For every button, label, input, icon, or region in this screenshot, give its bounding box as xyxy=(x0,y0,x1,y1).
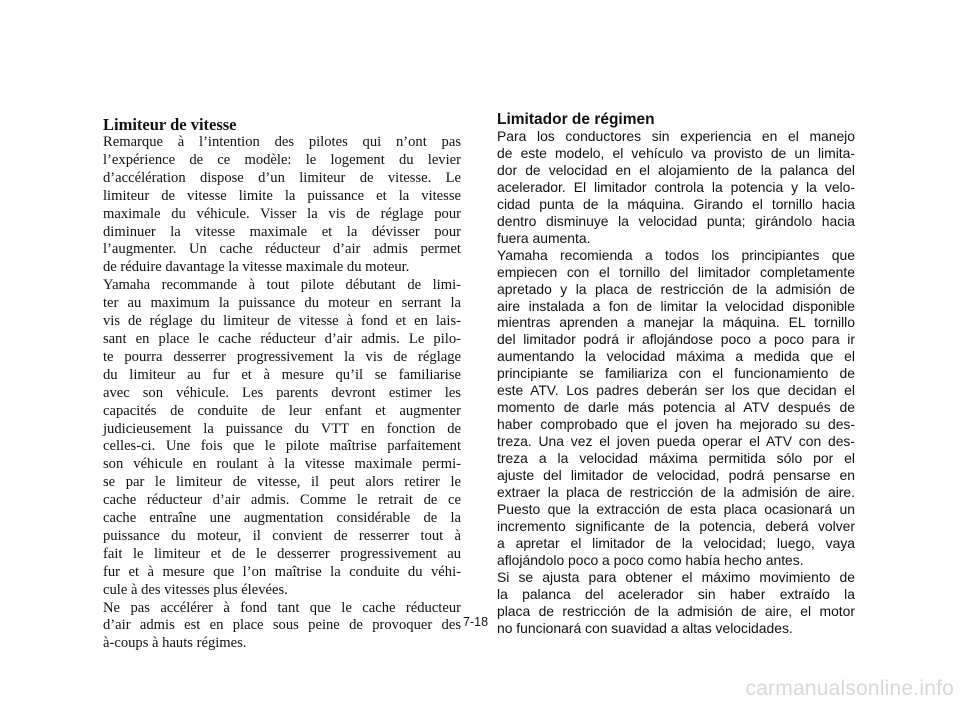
french-text-line: cule à des vitesses plus élevées. xyxy=(103,581,288,598)
french-text-line: cache réducteur d’air admis. Comme le retrait de ce xyxy=(103,492,461,509)
french-text-line: fait le limiteur et de le desserrer progressivement au xyxy=(103,545,461,562)
spanish-text-line: fuera aumenta. xyxy=(497,229,591,246)
spanish-text-line: no funcionará con suavidad a altas velocidades. xyxy=(497,619,793,636)
french-section-title: Limiteur de vitesse xyxy=(103,115,237,134)
spanish-text-line: ajuste del limitador de velocidad, podrá pensarse en xyxy=(497,467,855,484)
french-text-line: Yamaha recommande à tout pilote débutant de limi- xyxy=(103,277,461,294)
french-text-line: l’augmenter. Un cache réducteur d’air admis permet xyxy=(103,241,461,258)
french-text-line: vis de réglage du limiteur de vitesse à fond et en lais- xyxy=(103,313,461,330)
spanish-text-line: la palanca del acelerador sin haber extraído la xyxy=(497,585,855,602)
french-text-line: limiteur de vitesse limite la puissance et la vitesse xyxy=(103,187,461,204)
spanish-text-line: aflojándolo poco a poco como había hecho antes. xyxy=(497,551,804,568)
spanish-text-line: apretado y la placa de restricción de la admisión de xyxy=(497,280,855,297)
spanish-column xyxy=(497,112,855,637)
spanish-text-line: este ATV. Los padres deberán ser los que decidan el xyxy=(497,382,855,399)
french-text-line: l’expérience de ce modèle: le logement du levier xyxy=(103,151,461,168)
spanish-text-line: a apretar el limitador de la velocidad; luego, vaya xyxy=(497,534,855,551)
spanish-text-line: cidad punta de la máquina. Girando el tornillo hacia xyxy=(497,195,855,212)
french-text-line: avec son véhicule. Les parents devront estimer les xyxy=(103,384,461,401)
french-text-line: à-coups à hauts régimes. xyxy=(103,635,247,652)
spanish-text-line: principiante se familiariza con el funcionamiento de xyxy=(497,365,855,382)
french-text-line: puissance du moteur, il convient de resserrer tout à xyxy=(103,527,461,544)
french-text-line: fur et à mesure que l’on maîtrise la conduite du véhi- xyxy=(103,563,461,580)
french-text-line: d’accélération dispose d’un limiteur de vitesse. Le xyxy=(103,169,461,186)
spanish-text-line: extraer la placa de restricción de la admisión de aire. xyxy=(497,484,855,501)
french-text-line: Remarque à l’intention des pilotes qui n’ont pas xyxy=(103,134,461,150)
spanish-text-line: treza. Una vez el joven pueda operar el ATV con des- xyxy=(497,433,855,450)
spanish-text-line: treza a la velocidad máxima permitida sólo por el xyxy=(497,450,855,467)
spanish-text-line: incremento significante de la potencia, deberá volver xyxy=(497,517,855,534)
spanish-text-line: Puesto que la extracción de esta placa ocasionará un xyxy=(497,500,855,517)
french-text-line: ter au maximum la puissance du moteur en serrant la xyxy=(103,295,461,312)
french-text-line: celles-ci. Une fois que le pilote maîtrise parfaitement xyxy=(103,438,461,455)
page-number: 7-18 xyxy=(463,615,489,629)
spanish-text-line: Para los conductores sin experiencia en el manejo xyxy=(497,128,855,144)
french-paragraph-1 xyxy=(103,134,461,277)
spanish-text-line: aire instalada a fon de limitar la velocidad disponible xyxy=(497,297,855,314)
french-text-line: cache entraîne une augmentation considérable de la xyxy=(103,510,461,527)
site-watermark: carmanualsonline.info xyxy=(745,677,954,700)
french-text-line: Ne pas accélérer à fond tant que le cache réducteur xyxy=(103,599,461,616)
french-text-line: se par le limiteur de vitesse, il peut alors retirer le xyxy=(103,474,461,491)
spanish-paragraph-2 xyxy=(497,247,855,569)
french-text-line: diminuer la vitesse maximale et la dévisser pour xyxy=(103,223,461,240)
spanish-text-line: acelerador. El limitador controla la potencia y la velo- xyxy=(497,178,855,195)
french-text-line: de réduire davantage la vitesse maximale du moteur. xyxy=(103,259,410,276)
french-text-line: sant en place le cache réducteur d’air admis. Le pilo- xyxy=(103,330,461,347)
spanish-text-line: del limitador podrá ir aflojándose poco a poco para ir xyxy=(497,331,855,348)
french-text-line: maximale du véhicule. Visser la vis de réglage pour xyxy=(103,205,461,222)
spanish-text-line: dentro disminuye la velocidad punta; girándolo hacia xyxy=(497,212,855,229)
french-text-line: capacités de conduite de leur enfant et augmenter xyxy=(103,402,461,419)
spanish-text-line: empiecen con el tornillo del limitador completamente xyxy=(497,263,855,280)
french-text-line: judicieusement la puissance du VTT en fonction de xyxy=(103,420,461,437)
spanish-text-line: aumentando la velocidad máxima a medida que el xyxy=(497,348,855,365)
spanish-text-line: Yamaha recomienda a todos los principiantes que xyxy=(497,246,855,263)
spanish-text-line: dor de velocidad en el alojamiento de la palanca del xyxy=(497,161,855,178)
french-column xyxy=(103,116,461,653)
spanish-text-line: momento de darle más potencia al ATV después de xyxy=(497,399,855,416)
spanish-text-line: haber comprobado que el joven ha mejorado su des- xyxy=(497,416,855,433)
spanish-text-line: placa de restricción de la admisión de aire, el motor xyxy=(497,602,855,619)
french-text-line: d’air admis est en place sous peine de provoquer des xyxy=(103,617,461,634)
spanish-text-line: Si se ajusta para obtener el máximo movimiento de xyxy=(497,568,855,585)
spanish-paragraph-1 xyxy=(497,128,855,247)
spanish-paragraph-3 xyxy=(497,569,855,637)
french-text-line: du limiteur au fur et à mesure qu’il se familiarise xyxy=(103,366,461,383)
spanish-text-line: de este modelo, el vehículo va provisto de un limita- xyxy=(497,144,855,161)
spanish-text-line: mientras aprenden a manejar la máquina. EL tornillo xyxy=(497,314,855,331)
french-paragraph-2 xyxy=(103,277,461,599)
french-text-line: son véhicule en roulant à la vitesse maximale permi- xyxy=(103,456,461,473)
french-paragraph-3 xyxy=(103,600,461,654)
spanish-section-title: Limitador de régimen xyxy=(497,111,655,128)
french-text-line: te pourra desserrer progressivement la vis de réglage xyxy=(103,348,461,365)
